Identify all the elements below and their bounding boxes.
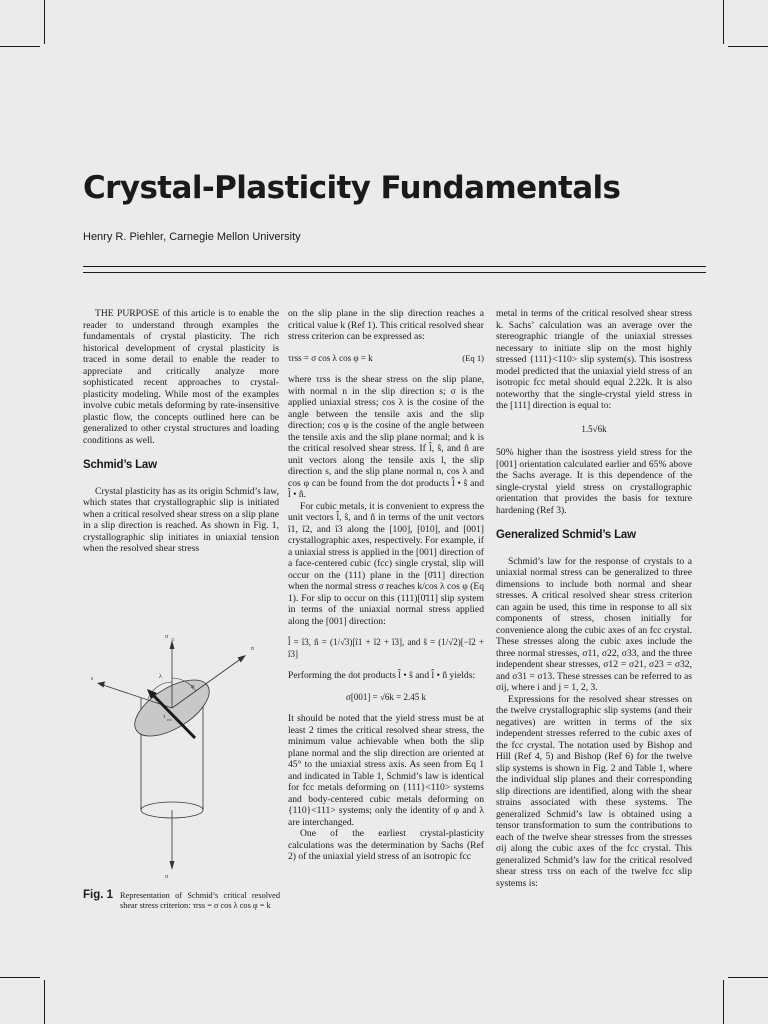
column-2	[288, 308, 484, 894]
paragraph: Schmid’s law for the response of crystals to a uniaxial normal stress can be generalized to three dimensions to include both normal and shear stresses. A critical resolved shear stress criterion can again be used, this time in response to all six components of stress, chosen initially for convenience along the cubic axes of an fcc crystal. These stresses along the cubic axes include the three normal stresses, σ11, σ22, σ33, and the three independent shear stresses, σ12 = σ21, σ23 = σ32, and σ31 = σ13. These stresses can be referred to as σij, where i and j = 1, 2, 3.	[496, 555, 692, 693]
paragraph: One of the earliest crystal-plasticity calculations was the determination by Sachs (Ref 2) of the uniaxial yield stress of an isotropic fcc	[288, 828, 484, 862]
paragraph: on the slip plane in the slip direction reaches a critical value k (Ref 1). This critical resolved shear stress criterion can be expressed as:	[288, 308, 484, 342]
equation-text: τrss = σ cos λ cos φ = k	[288, 352, 373, 363]
crop-mark	[723, 0, 724, 44]
label-phi: φ	[191, 684, 195, 690]
intro-paragraph: THE PURPOSE of this article is to enable the reader to understand through examples the fundamentals of crystal plasticity. The rich historical development of crystal plasticity is traced in some detail to enable the reader to appreciate and critically analyze more sophisticated recent approaches to crystal-plasticity modeling. While most of the examples involve cubic metals deforming by rate-insensitive plastic flow, the concepts outlined here can be generalized to other crystal structures and loading conditions as well.	[83, 308, 279, 446]
svg-text:rss: rss	[167, 717, 172, 722]
page-title: Crystal-Plasticity Fundamentals	[83, 170, 621, 206]
figure-caption-label: Fig. 1	[83, 889, 114, 901]
label-lambda: λ	[159, 674, 162, 680]
paragraph: Crystal plasticity has as its origin Schmid’s law, which states that crystallographic slip is initiated when a critical resolved shear stress on a slip plane in a slip direction is reached. As shown in Fig. 1, crystallographic slip initiates in uniaxial tension when the resolved shear stress	[83, 485, 279, 554]
equation-1	[288, 353, 484, 365]
paragraph: where τrss is the shear stress on the slip plane, with normal n in the slip direction s; σ is the applied uniaxial stress; cos λ is the cosine of the angle between the tensile axis and the slip direction; cos φ is the cosine of the angle between the tensile axis and the slip plane normal; and k is the critical resolved shear stress. If l̂, ŝ, and n̂ are unit vectors along the tensile axis l, the slip direction s, and the slip plane normal n, cos λ and cos φ can be found from the dot products l̂ • ŝ and l̂ • n̂.	[288, 374, 484, 500]
equation-text: σ[001] = √6k = 2.45 k	[346, 691, 426, 702]
paragraph: Expressions for the resolved shear stresses on the twelve crystallographic slip systems (and their negatives) are written in terms of the six independent stresses referred to the cubic axes of the fcc crystal. The notation used by Bishop and Hill (Ref 4, 5) and Bishop (Ref 6) for the twelve slip systems is shown in Fig. 2 and Table 1, where the individual slip planes and their corresponding slip directions are identified, along with the shear strains associated with these systems. The generalized Schmid’s law is obtained using a tensor transformation to sum the contributions to each of the twelve shear stresses from the stresses σij along the cubic axes of the fcc crystal. This generalized Schmid’s law for the critical resolved shear stress τrss on each of the twelve fcc slip systems is:	[496, 693, 692, 889]
schmid-diagram	[83, 600, 279, 882]
crop-mark	[723, 980, 724, 1024]
crop-mark	[728, 977, 768, 978]
label-s: s	[91, 676, 94, 682]
crop-mark	[728, 46, 768, 47]
column-1	[83, 308, 279, 578]
paragraph: For cubic metals, it is convenient to express the unit vectors l̂, ŝ, and n̂ in terms of the unit vectors î1, î2, and î3 along the [100], [010], and [001] crystallographic axes, respectively. For example, if a uniaxial stress is applied in the [001] direction of a face-centered cubic (fcc) single crystal, slip will occur on the (111) plane in the [0̄11] direction when the normal stress σ reaches k/cos λ cos φ (Eq 1). For slip to occur on this (111)[0̄11] slip system in terms of the uniaxial normal stress applied along the [001] direction:	[288, 500, 484, 627]
crop-mark	[44, 980, 45, 1024]
figure-1	[83, 600, 279, 882]
label-sigma-bottom: σ	[165, 874, 169, 880]
label-tau: τ	[163, 714, 166, 720]
figure-caption-text: Representation of Schmid’s critical resolved shear stress criterion: τrss = σ cos λ cos φ = k	[120, 891, 280, 910]
paragraph: metal in terms of the critical resolved shear stress k. Sachs’ calculation was an average over the stereographic triangle of the uniaxial stresses necessary to initiate slip on the most highly stressed {111}<110> slip system(s). This isostress model predicted that the uniaxial yield stress of an isotropic fcc metal should equal 2.22k. It is also noteworthy that the single-crystal yield stress in the [111] direction is equal to:	[496, 308, 692, 411]
svg-text:11: 11	[171, 637, 175, 642]
paragraph: It should be noted that the yield stress must be at least 2 times the critical resolved shear stress, the minimum value achievable when both the slip plane normal and the slip direction are oriented at 45° to the uniaxial stress axis. As seen from Eq 1 and indicated in Table 1, Schmid’s law is identical for fcc metals deforming on {111}<110> systems and body-centered cubic metals deforming on {110}<111> systems; only the identity of φ and λ are interchanged.	[288, 713, 484, 828]
paragraph: Performing the dot products l̂ • ŝ and l̂ • n̂ yields:	[288, 670, 476, 681]
equation-text: l̂ = î3, n̂ = (1/√3)[î1 + î2 + î3], and ŝ = (1/√2)[−î2 + î3]	[288, 637, 484, 659]
equation-4	[496, 424, 692, 436]
crop-mark	[0, 977, 40, 978]
equation-3	[288, 692, 484, 704]
label-sigma-top: σ	[165, 634, 169, 640]
section-heading-schmids-law: Schmid’s Law	[83, 459, 157, 471]
equation-2	[288, 637, 484, 660]
crop-mark	[0, 46, 40, 47]
paragraph: 50% higher than the isostress yield stress for the [001] orientation calculated earlier and 65% above the Sachs average. It is this dependence of the single-crystal yield stress on crystallographic orientation that provides the basis for texture hardening (Ref 3).	[496, 447, 692, 516]
column-3	[496, 308, 692, 894]
author-line: Henry R. Piehler, Carnegie Mellon University	[83, 231, 301, 243]
equation-label: (Eq 1)	[462, 352, 484, 363]
crop-mark	[44, 0, 45, 44]
header-rule	[83, 266, 706, 267]
header-rule	[83, 272, 706, 273]
label-n: n	[251, 646, 254, 652]
section-heading-generalized-schmids-law: Generalized Schmid’s Law	[496, 529, 636, 541]
equation-text: 1.5√6k	[581, 423, 607, 434]
